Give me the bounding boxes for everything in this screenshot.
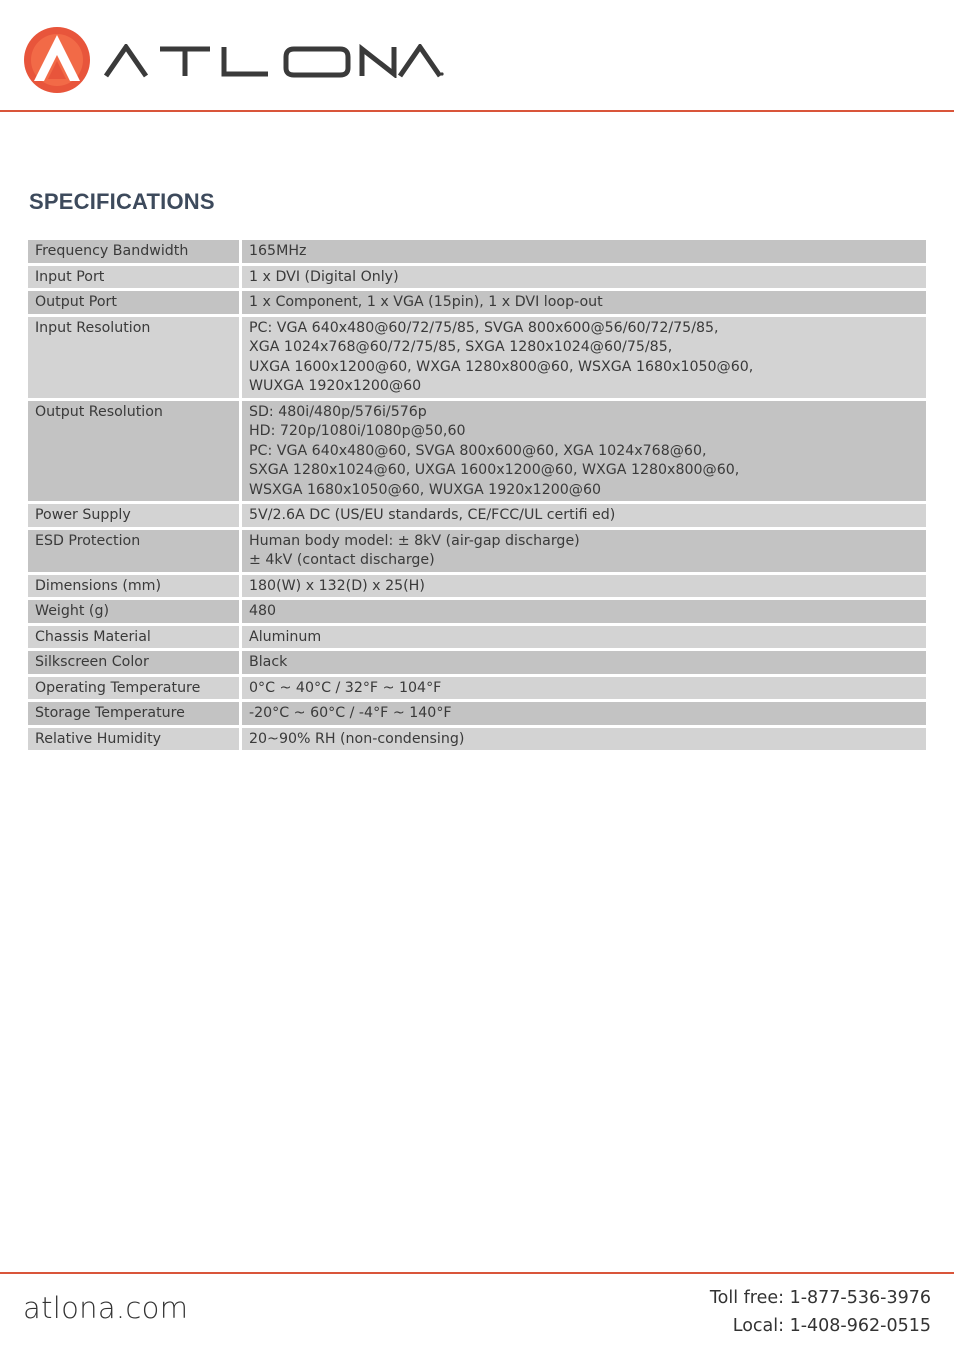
specifications-table [28,237,926,753]
spec-value: 20~90% RH (non-condensing) [242,728,926,751]
spec-label: Chassis Material [28,626,242,649]
spec-label: ESD Protection [28,530,242,572]
table-row [28,504,926,527]
spec-label: Input Port [28,266,242,289]
atlona-logo-icon [22,25,92,95]
section-title: SPECIFICATIONS [29,189,215,214]
spec-value: 1 x Component, 1 x VGA (15pin), 1 x DVI loop-out [242,291,926,314]
spec-value: PC: VGA 640x480@60/72/75/85, SVGA 800x600@56/60/72/75/85, XGA 1024x768@60/72/75/85, SXGA 1280x1024@60/75/85, UXGA 1600x1200@60, WXGA 1280x800@60, WSXGA 1680x1050@60, WUXGA 1920x1200@60 [242,317,926,398]
footer-divider [0,1272,954,1274]
table-row [28,530,926,572]
spec-value: 165MHz [242,240,926,263]
spec-label: Dimensions (mm) [28,575,242,598]
table-row [28,728,926,751]
spec-value: 5V/2.6A DC (US/EU standards, CE/FCC/UL certifi ed) [242,504,926,527]
table-row [28,291,926,314]
table-row [28,702,926,725]
table-row [28,626,926,649]
spec-value: -20°C ~ 60°C / -4°F ~ 140°F [242,702,926,725]
toll-free-phone: Toll free: 1-877-536-3976 [709,1288,931,1308]
page-header [0,0,954,112]
spec-label: Weight (g) [28,600,242,623]
header-divider [0,110,954,112]
spec-label: Frequency Bandwidth [28,240,242,263]
spec-value: 180(W) x 132(D) x 25(H) [242,575,926,598]
table-row [28,651,926,674]
table-row [28,575,926,598]
atlona-wordmark [104,44,444,78]
spec-label: Silkscreen Color [28,651,242,674]
spec-label: Input Resolution [28,317,242,398]
table-row [28,240,926,263]
spec-label: Output Resolution [28,401,242,502]
local-phone: Local: 1-408-962-0515 [732,1316,931,1336]
spec-label: Relative Humidity [28,728,242,751]
spec-label: Output Port [28,291,242,314]
contact-info [710,1284,931,1340]
website-link[interactable]: atlona.com [23,1291,189,1325]
table-row [28,266,926,289]
spec-value: 1 x DVI (Digital Only) [242,266,926,289]
table-row [28,677,926,700]
spec-label: Operating Temperature [28,677,242,700]
table-row [28,401,926,502]
spec-value: 480 [242,600,926,623]
spec-value: Black [242,651,926,674]
table-row [28,600,926,623]
spec-value: 0°C ~ 40°C / 32°F ~ 104°F [242,677,926,700]
spec-value: Human body model: ± 8kV (air-gap discharge) ± 4kV (contact discharge) [242,530,926,572]
spec-value: SD: 480i/480p/576i/576p HD: 720p/1080i/1080p@50,60 PC: VGA 640x480@60, SVGA 800x600@60, XGA 1024x768@60, SXGA 1280x1024@60, UXGA 1600x1200@60, WXGA 1280x800@60, WSXGA 1680x1050@60, WUXGA 1920x1200@60 [242,401,926,502]
table-row [28,317,926,398]
spec-label: Storage Temperature [28,702,242,725]
spec-label: Power Supply [28,504,242,527]
spec-value: Aluminum [242,626,926,649]
